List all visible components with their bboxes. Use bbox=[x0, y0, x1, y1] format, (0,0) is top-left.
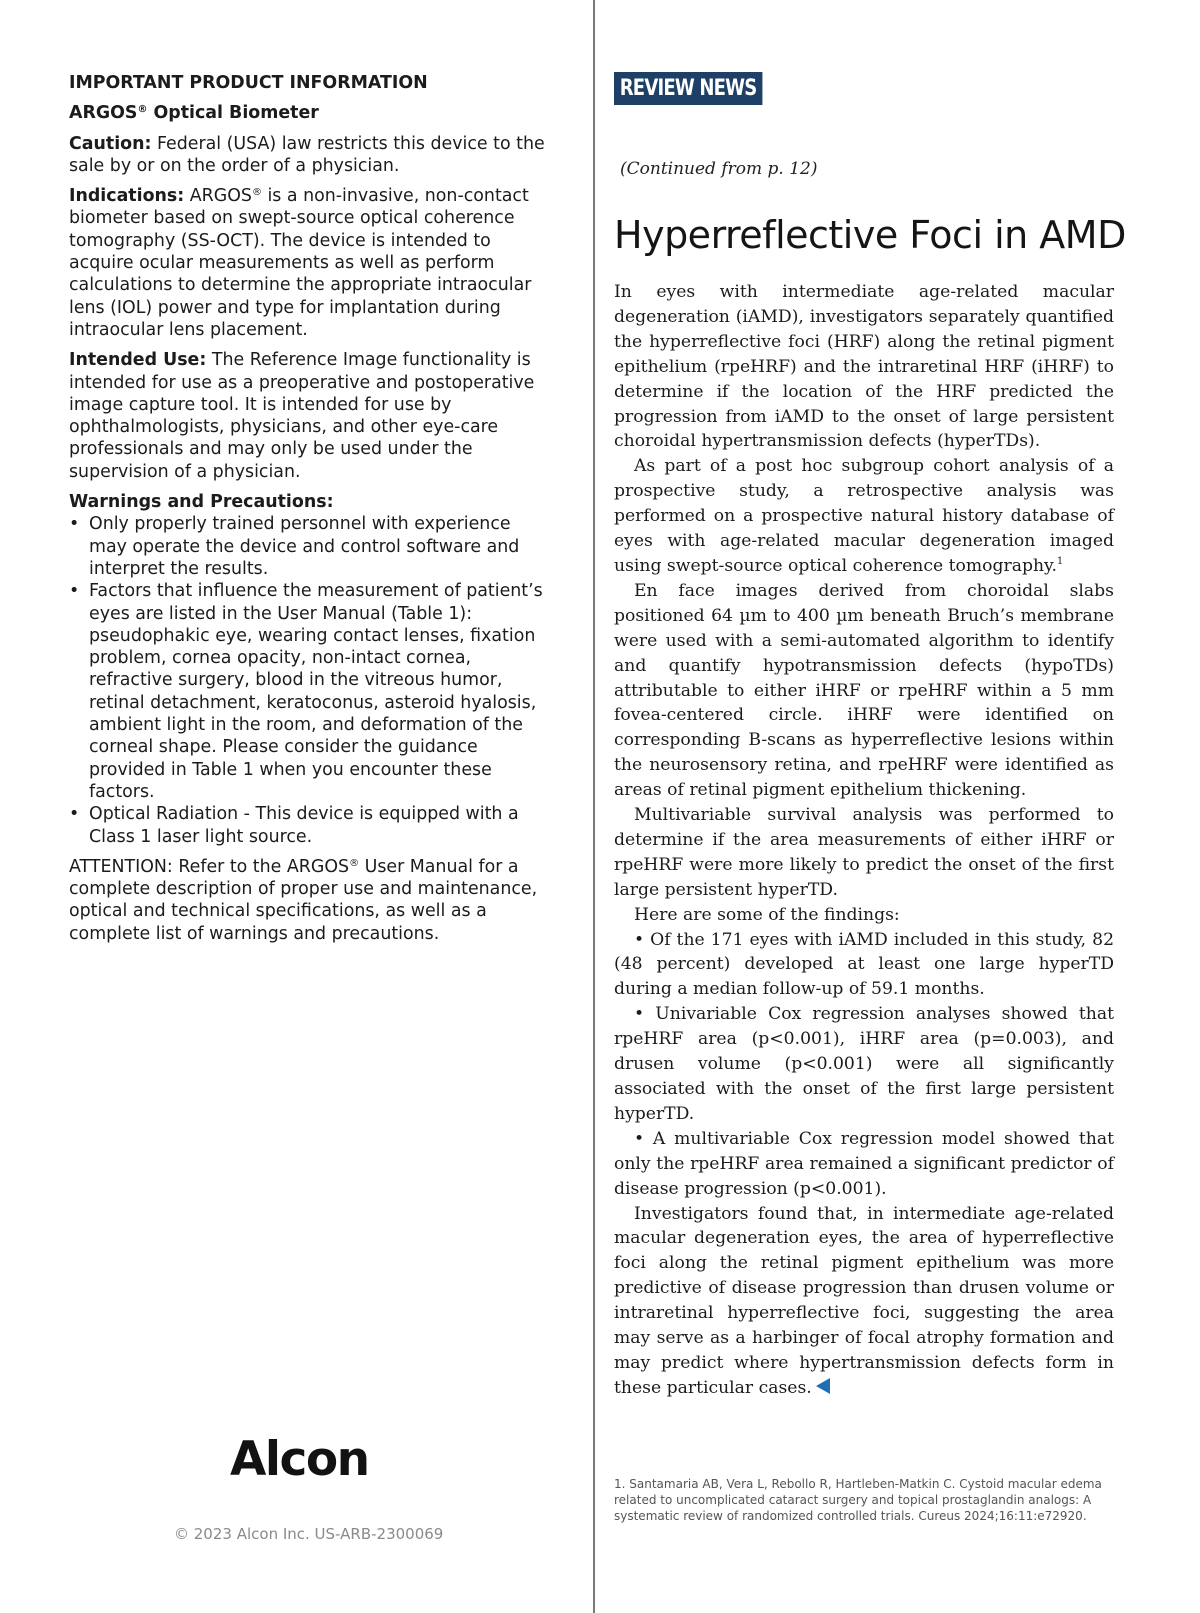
warning-item: • Only properly trained personnel with experience may operate the device and control software and interpret the results. bbox=[69, 513, 549, 580]
article-body bbox=[614, 280, 1114, 1401]
end-of-article-icon bbox=[816, 1378, 830, 1394]
copyright-text: © 2023 Alcon Inc. US-ARB-2300069 bbox=[174, 1525, 444, 1543]
alcon-logo: Alcon bbox=[230, 1432, 369, 1487]
warnings-list bbox=[69, 513, 549, 847]
article-paragraph: Here are some of the findings: bbox=[634, 904, 900, 925]
intended-use-paragraph: Intended Use: The Reference Image functionality is intended for use as a preoperative and postoperative image capture tool. It is intended for use by ophthalmologists, physicians, and other eye-care professionals and may only be used under the supervision of a physician. bbox=[69, 350, 535, 482]
footnote: 1. Santamaria AB, Vera L, Rebollo R, Hartleben-Matkin C. Cystoid macular edema related to uncomplicated cataract surgery and topical prostaglandin analogs: A systematic review of randomized controlled trials. Cureus 2024;16:11:e72920. bbox=[614, 1477, 1102, 1523]
finding-item: • A multivariable Cox regression model showed that only the rpeHRF area remained a significant predictor of disease progression (p<0.001). bbox=[614, 1128, 1114, 1199]
citation-mark: 1 bbox=[1056, 555, 1064, 567]
product-info-heading: IMPORTANT PRODUCT INFORMATION bbox=[69, 73, 428, 93]
review-news-column bbox=[614, 72, 1126, 1523]
attention-paragraph: ATTENTION: Refer to the ARGOS® User Manual for a complete description of proper use and maintenance, optical and technical specifications, as well as a complete list of warnings and precautions. bbox=[69, 856, 538, 944]
product-name: ARGOS® Optical Biometer bbox=[69, 103, 319, 124]
indications-paragraph: Indications: ARGOS® is a non-invasive, non-contact biometer based on swept-source optical coherence tomography (SS-OCT). The device is intended to acquire ocular measurements as well as perform calculations to determine the appropriate intraocular lens (IOL) power and type for implantation during intraocular lens placement. bbox=[69, 186, 532, 340]
warning-item: • Optical Radiation - This device is equipped with a Class 1 laser light source. bbox=[69, 803, 549, 848]
article-paragraph: En face images derived from choroidal slabs positioned 64 µm to 400 µm beneath Bruch’s membrane were used with a semi-automated algorithm to identify and quantify hypotransmission defects (hypoTDs) attributable to either iHRF or rpeHRF within a 5 mm fovea-centered circle. iHRF were identified on corresponding B-scans as hyperreflective lesions within the neurosensory retina, and rpeHRF were identified as areas of retinal pigment epithelium thickening. bbox=[614, 580, 1114, 801]
warning-item: • Factors that influence the measurement of patient’s eyes are listed in the User Manual (Table 1): pseudophakic eye, wearing contact lenses, fixation problem, cornea opacity, non-intact cornea, refractive surgery, blood in the vitreous humor, retinal detachment, keratoconus, asteroid hyalosis, ambient light in the room, and deformation of the corneal shape. Please consider the guidance provided in Table 1 when you encounter these factors. bbox=[69, 580, 549, 803]
section-badge: REVIEW NEWS bbox=[614, 72, 762, 105]
continued-note: (Continued from p. 12) bbox=[620, 159, 818, 179]
caution-paragraph: Caution: Federal (USA) law restricts this device to the sale by or on the order of a physician. bbox=[69, 133, 545, 176]
finding-item: • Univariable Cox regression analyses showed that rpeHRF area (p<0.001), iHRF area (p=0.003), and drusen volume (p<0.001) were all significantly associated with the onset of the first large persistent hyperTD. bbox=[614, 1004, 1114, 1124]
column-divider bbox=[593, 0, 595, 1613]
article-paragraph: As part of a post hoc subgroup cohort analysis of a prospective study, a retrospective analysis was performed on a prospective natural history database of eyes with age-related macular degeneration imaged using swept-source optical coherence tomography.$^1$ bbox=[614, 456, 1114, 576]
article-headline: Hyperreflective Foci in AMD bbox=[614, 213, 1126, 257]
article-paragraph: Investigators found that, in intermediate age-related macular degeneration eyes, the area of hyperreflective foci along the retinal pigment epithelium was more predictive of disease progression than drusen volume or intraretinal hyperreflective foci, suggesting the area may serve as a harbinger of focal atrophy formation and may predict where hypertransmission defects form in these particular cases. bbox=[614, 1203, 1114, 1398]
article-paragraph: In eyes with intermediate age-related macular degeneration (iAMD), investigators separately quantified the hyperreflective foci (HRF) along the retinal pigment epithelium (rpeHRF) and the intraretinal HRF (iHRF) to determine if the location of the HRF predicted the progression from iAMD to the onset of large persistent choroidal hypertransmission defects (hyperTDs). bbox=[614, 282, 1114, 452]
finding-item: • Of the 171 eyes with iAMD included in this study, 82 (48 percent) developed at least one large hyperTD during a median follow-up of 59.1 months. bbox=[614, 929, 1114, 1000]
product-info-column bbox=[69, 72, 549, 953]
warnings-heading: Warnings and Precautions: bbox=[69, 492, 334, 513]
article-paragraph: Multivariable survival analysis was performed to determine if the area measurements of either iHRF or rpeHRF were more likely to predict the onset of the first large persistent hyperTD. bbox=[614, 805, 1114, 900]
